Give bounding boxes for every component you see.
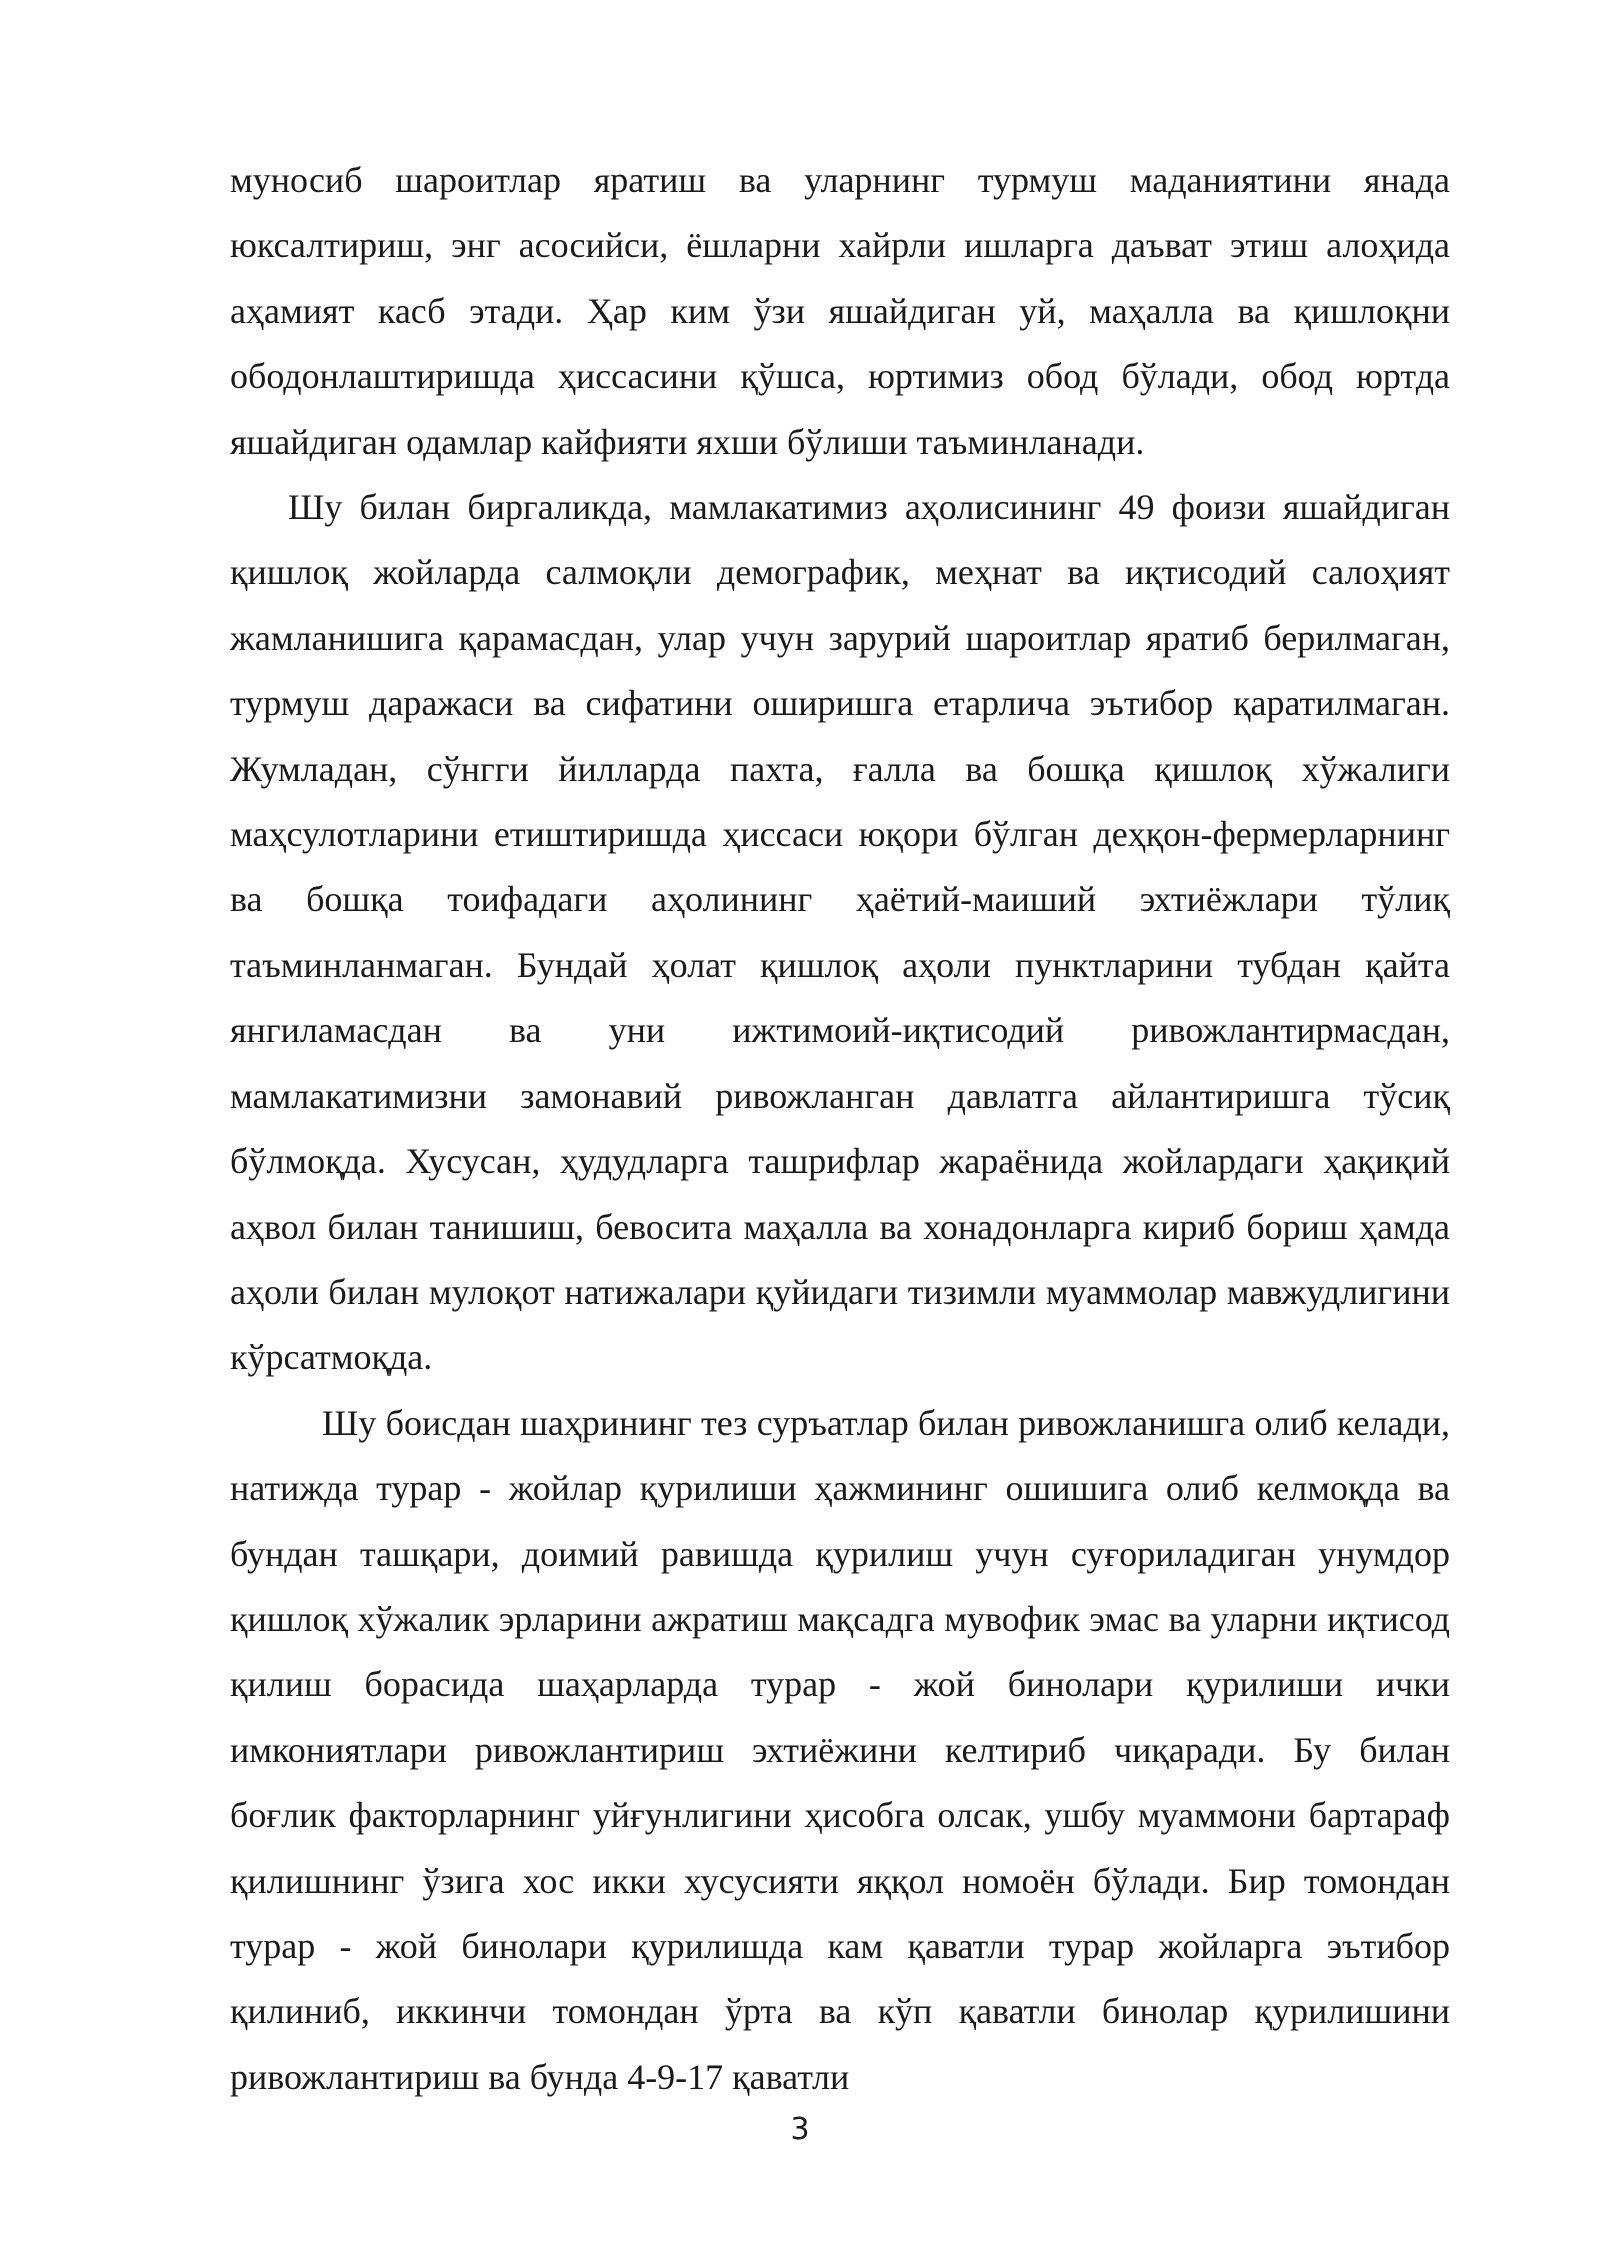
paragraph-2: Шу билан биргаликда, мамлакатимиз аҳолисининг 49 фоизи яшайдиган қишлоқ жойларда салмоқли демографик, меҳнат ва иқтисодий салоҳият жамланишига қарамасдан, улар учун зарурий шароитлар яратиб берилмаган, турмуш даражаси ва сифатини оширишга етарлича эътибор қаратилмаган. Жумладан, сўнгги йилларда пахта, ғалла ва бошқа қишлоқ хўжалиги маҳсулотларини етиштиришда ҳиссаси юқори бўлган деҳқон-фермерларнинг ва бошқа тоифадаги аҳолининг ҳаётий-маиший эхтиёжлари тўлиқ таъминланмаган. Бундай ҳолат қишлоқ аҳоли пунктларини тубдан қайта янгиламасдан ва уни ижтимоий-иқтисодий ривожлантирмасдан, мамлакатимизни замонавий ривожланган давлатга айлантиришга тўсиқ бўлмоқда. Хусусан, ҳудудларга ташрифлар жараёнида жойлардаги ҳақиқий аҳвол билан танишиш, бевосита маҳалла ва хонадонларга кириб бориш ҳамда аҳоли билан мулоқот натижалари қуйидаги тизимли муаммолар мавжудлигини кўрсатмоқда. <box>230 487 1450 1378</box>
paragraph-3: Шу боисдан шаҳрининг тез суръатлар билан ривожланишга олиб келади, натижда турар - жойлар қурилиши ҳажмининг ошишига олиб келмоқда ва бундан ташқари, доимий равишда қурилиш учун суғориладиган унумдор қишлоқ хўжалик эрларини ажратиш мақсадга мувофик эмас ва уларни иқтисод қилиш борасида шаҳарларда турар - жой бинолари қурилиши ички имкониятлари ривожлантириш эхтиёжини келтириб чиқаради. Бу билан боғлик факторларнинг уйғунлигини ҳисобга олсак, ушбу муаммони бартараф қилишнинг ўзига хос икки хусусияти яққол номоён бўлади. Бир томондан турар - жой бинолари қурилишда кам қаватли турар жойларга эътибор қилиниб, иккинчи томондан ўрта ва кўп қаватли бинолар қурилишини ривожлантириш ва бунда 4-9-17 қаватли <box>230 1402 1450 2097</box>
paragraph-1: муносиб шароитлар яратиш ва уларнинг турмуш маданиятини янада юксалтириш, энг асосийси, ёшларни хайрли ишларга даъват этиш алоҳида аҳамият касб этади. Ҳар ким ўзи яшайдиган уй, маҳалла ва қишлоқни ободонлаштиришда ҳиссасини қўшса, юртимиз обод бўлади, обод юртда яшайдиган одамлар кайфияти яхши бўлиши таъминланади. <box>230 160 1450 462</box>
page-number: 3 <box>790 2112 810 2147</box>
body-text <box>230 148 1450 2110</box>
